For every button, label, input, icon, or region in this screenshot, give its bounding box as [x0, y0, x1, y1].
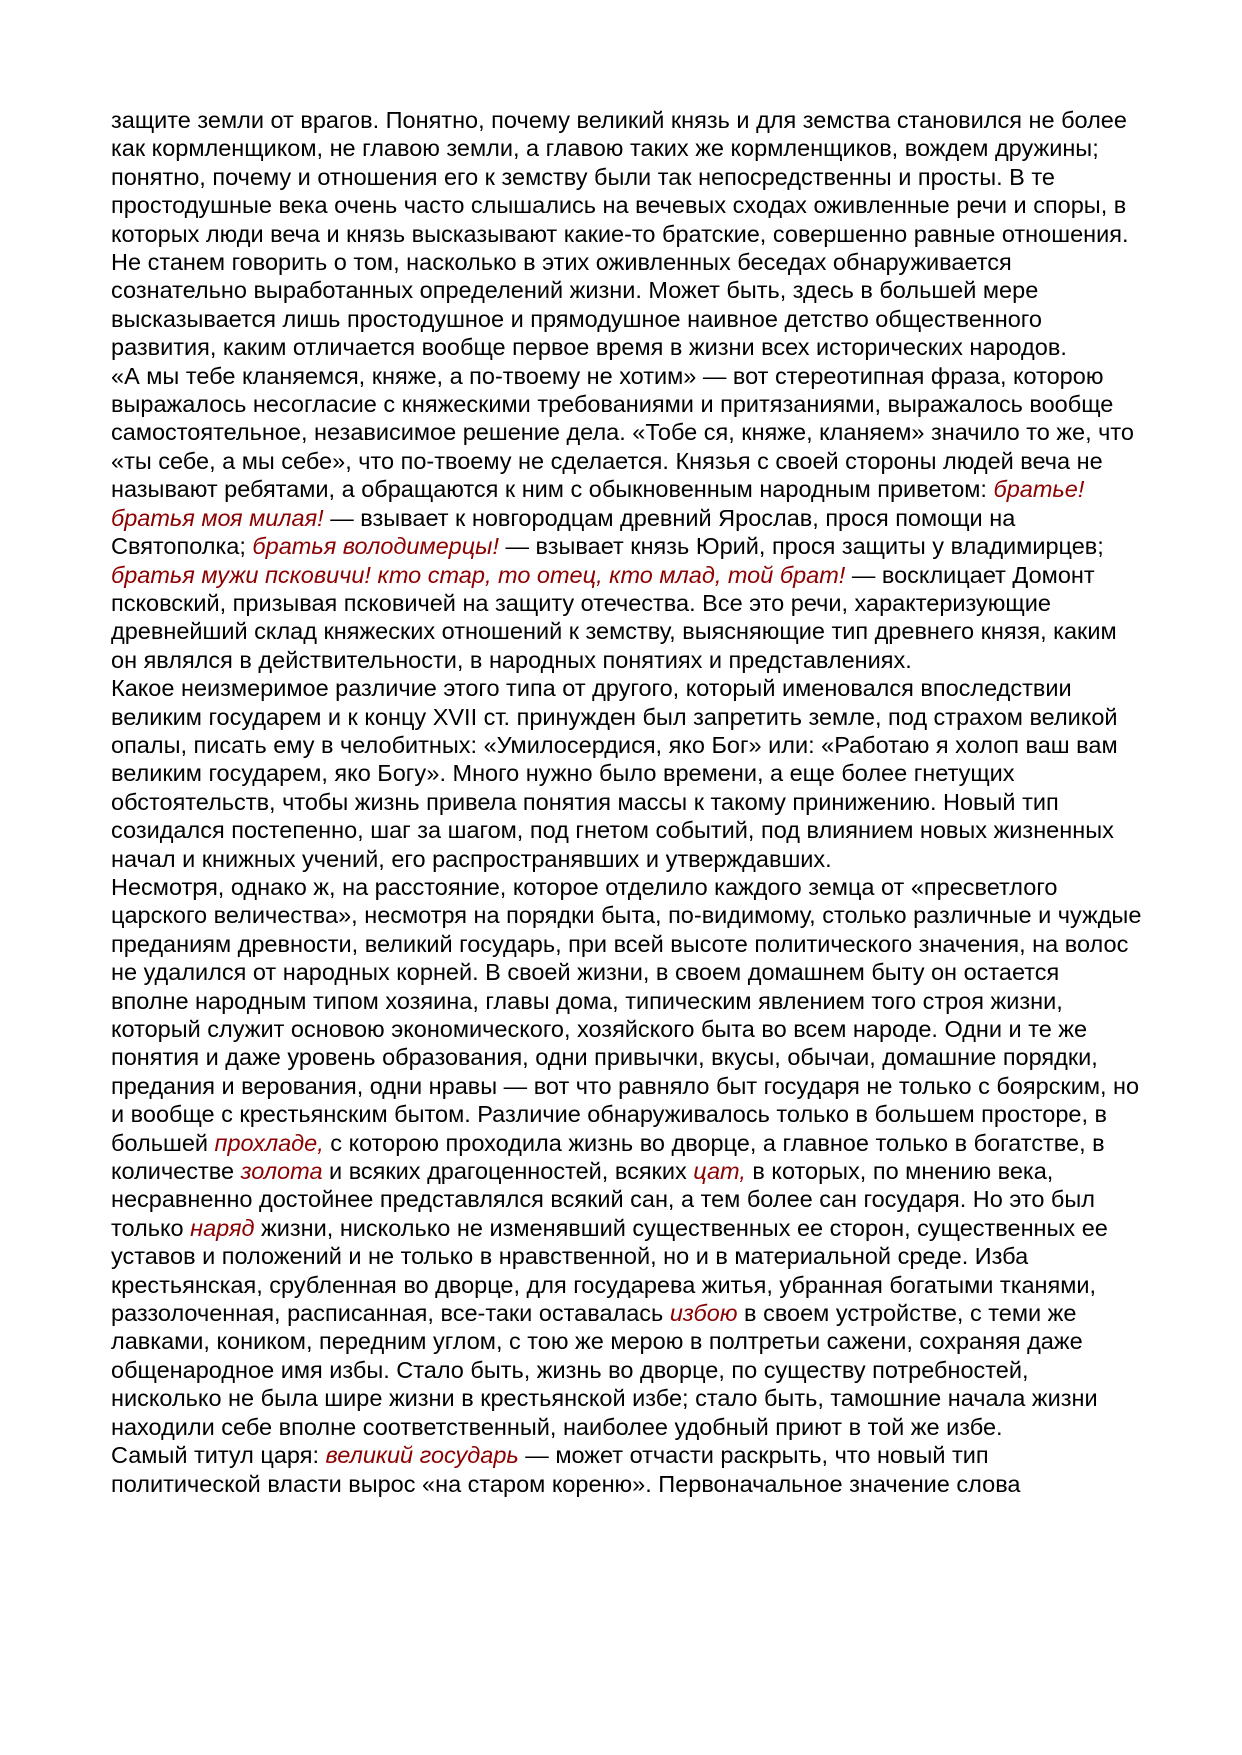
paragraph	[111, 674, 1143, 873]
document-page	[111, 106, 1143, 1498]
emphasized-quote: братье! братья моя милая!	[111, 476, 1085, 531]
text-run: Какое неизмеримое различие этого типа от другого, который именовался впоследствии великим государем и к концу XVII ст. принужден был запретить земле, под страхом великой опалы, писать ему в челобитных: «Умилосердися, яко Бог» или: «Работаю я холоп ваш вам великим государем, яко Богу». Много нужно было времени, а еще более гнетущих обстоятельств, чтобы жизнь привела понятия массы к такому принижению. Новый тип созидался постепенно, шаг за шагом, под гнетом событий, под влиянием новых жизненных начал и книжных учений, его распространявших и утверждавших.	[111, 675, 1118, 872]
emphasized-quote: наряд	[190, 1214, 255, 1241]
text-run: — взывает к новгородцам древний Ярослав, прося помощи на Святополка;	[111, 504, 1016, 560]
emphasized-quote: прохладе,	[214, 1129, 324, 1156]
text-run: жизни, нисколько не изменявший существенных ее сторон, существенных ее уставов и положений и не только в нравственной, но и в материальной среде. Изба крестьянская, срубленная во дворце, для государева житья, убранная богатыми тканями, раззолоченная, расписанная, все-таки оставалась	[111, 1214, 1108, 1327]
text-run: «А мы тебе кланяемся, княже, а по-твоему не хотим» — вот стереотипная фраза, которою выражалось несогласие с княжескими требованиями и притязаниями, выражалось вообще самостоятельное, независимое решение дела. «Тобе ся, княже, кланяем» значило то же, что «ты себе, а мы себе», что по-твоему не сделается. Князья с своей стороны людей веча не называют ребятами, а обращаются к ним с обыкновенным народным приветом:	[111, 362, 1134, 503]
text-run: с которою проходила жизнь во дворце, а главное только в богатстве, в количестве	[111, 1129, 1105, 1185]
emphasized-quote: братья володимерцы!	[252, 533, 499, 560]
text-run: — может отчасти раскрыть, что новый тип политической власти вырос «на старом кореню». Первоначальное значение слова	[111, 1442, 1021, 1497]
paragraph	[111, 362, 1143, 674]
paragraph	[111, 873, 1143, 1441]
emphasized-quote: братья мужи псковичи! кто стар, то отец, кто млад, той брат!	[111, 561, 846, 588]
text-run: — взывает князь Юрий, прося защиты у владимирцев;	[498, 533, 1104, 560]
text-run: защите земли от врагов. Понятно, почему великий князь и для земства становился не более как кормленщиком, не главою земли, а главою таких же кормленщиков, вождем дружины; понятно, почему и отношения его к земству были так непосредственны и просты. В те простодушные века очень часто слышались на вечевых сходах оживленные речи и споры, в которых люди веча и князь высказывают какие-то братские, совершенно равные отношения. Не станем говорить о том, насколько в этих оживленных беседах обнаруживается сознательно выработанных определений жизни. Может быть, здесь в большей мере высказывается лишь простодушное и прямодушное наивное детство общественного развития, каким отличается вообще первое время в жизни всех исторических народов.	[111, 107, 1129, 361]
emphasized-quote: цат,	[693, 1158, 746, 1185]
emphasized-quote: избою	[669, 1300, 738, 1327]
text-run: в своем устройстве, с теми же лавками, коником, передним углом, с тою же мерою в полтретьи сажени, сохраняя даже общенародное имя избы. Стало быть, жизнь во дворце, по существу потребностей, нисколько не была шире жизни в крестьянской избе; стало быть, тамошние начала жизни находили себе вполне соответственный, наиболее удобный приют в той же избе.	[111, 1300, 1098, 1440]
text-run: и всяких драгоценностей, всяких	[322, 1158, 694, 1185]
text-run: — восклицает Домонт псковский, призывая псковичей на защиту отечества. Все это речи, характеризующие древнейший склад княжеских отношений к земству, выясняющие тип древнего князя, каким он являлся в действительности, в народных понятиях и представлениях.	[111, 561, 1117, 673]
text-run: в которых, по мнению века, несравненно достойнее представлялся всякий сан, а тем более сан государя. Но это был только	[111, 1158, 1095, 1241]
text-run: Самый титул царя:	[111, 1442, 326, 1469]
text-run: Несмотря, однако ж, на расстояние, которое отделило каждого земца от «пресветлого царского величества», несмотря на порядки быта, по-видимому, столько различные и чуждые преданиям древности, великий государь, при всей высоте политического значения, на волос не удалился от народных корней. В своей жизни, в своем домашнем быту он остается вполне народным типом хозяина, главы дома, типическим явлением того строя жизни, который служит основою экономического, хозяйского быта во всем народе. Одни и те же понятия и даже уровень образования, одни привычки, вкусы, обычаи, домашние порядки, предания и верования, одни нравы — вот что равняло быт государя не только с боярским, но и вообще с крестьянским бытом. Различие обнаруживалось только в большем просторе, в большей	[111, 873, 1142, 1156]
paragraph	[111, 1441, 1143, 1498]
emphasized-quote: великий государь	[325, 1442, 519, 1469]
document-body	[111, 106, 1143, 1498]
emphasized-quote: золота	[240, 1158, 323, 1185]
paragraph	[111, 106, 1143, 362]
